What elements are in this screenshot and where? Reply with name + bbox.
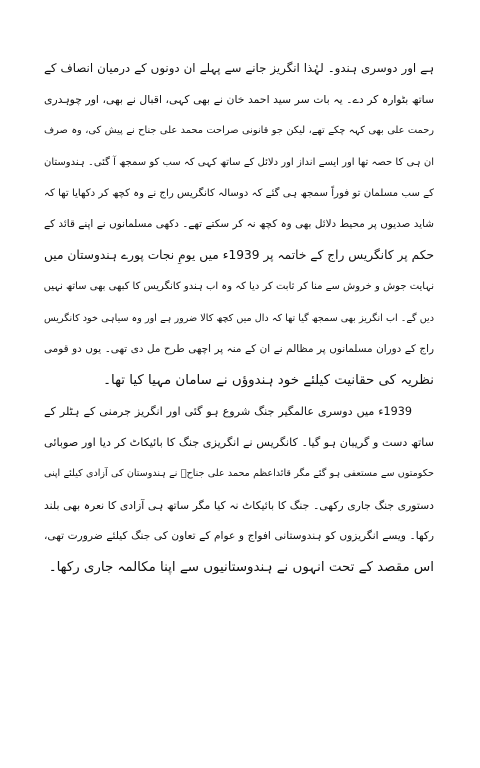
text-line: شاید صدیوں پر محیط دلائل بھی وہ کچھ نہ کر سکتے تھے۔ دکھی مسلمانوں نے اپنے قائد کے <box>44 217 434 230</box>
urdu-text-body <box>44 53 434 583</box>
text-line: راج کے دوران مسلمانوں پر مظالم نے ان کے منہ پر اچھی طرح مل دی تھی۔ یوں دو قومی <box>44 342 434 355</box>
text-line: ان ہی کا حصہ تھا اور ایسے انداز اور دلائل کے ساتھ کہی کہ سب کو سمجھ آ گئی۔ ہندوستان <box>44 156 434 168</box>
text-line: دستوری جنگ جاری رکھی۔ جنگ کا بائیکاٹ نہ کیا مگر ساتھ ہی آزادی کا نعرہ بھی بلند <box>44 498 434 512</box>
text-line: ہے اور دوسری ہندو۔ لہٰذا انگریز جانے سے پہلے ان دونوں کے درمیان انصاف کے <box>44 61 434 75</box>
text-line: حکومتوں سے مستعفی ہو گئے مگر قائداعظم محمد علی جناحؒ نے ہندوستان کی آزادی کیلئے اپنی <box>44 468 434 480</box>
text-line: ساتھ دست و گریبان ہو گیا۔ کانگریس نے انگریزی جنگ کا بائیکاٹ کر دیا اور صوبائی <box>44 436 434 450</box>
text-line: 1939ء میں دوسری عالمگیر جنگ شروع ہو گئی اور انگریز جرمنی کے ہٹلر کے <box>44 405 412 419</box>
paragraph-1 <box>44 53 434 396</box>
text-line: نظریہ کی حقانیت کیلئے خود ہندوؤں نے سامان مہیا کیا تھا۔ <box>103 372 434 388</box>
paragraph-2 <box>44 396 434 583</box>
text-line: دیں گے۔ اب انگریز بھی سمجھ گیا تھا کہ دال میں کچھ کالا ضرور ہے اور وہ سیاہی خود کانگریس <box>44 312 434 324</box>
text-line: ساتھ بٹوارہ کر دے۔ یہ بات سر سید احمد خان نے بھی کہی، اقبال نے بھی، اور چوہدری <box>44 93 434 107</box>
text-line: نہایت جوش و خروش سے منا کر ثابت کر دیا کہ وہ اب ہندو کانگریس کا کبھی بھی ساتھ نہیں <box>44 281 434 293</box>
text-line: رحمت علی بھی کہہ چکے تھے، لیکن جو قانونی صراحت محمد علی جناح نے پیش کی، وہ صرف <box>44 125 434 137</box>
text-line: اس مقصد کے تحت انہوں نے ہندوستانیوں سے اپنا مکالمہ جاری رکھا۔ <box>48 560 434 575</box>
text-line: حکم پر کانگریس راج کے خاتمہ پر 1939ء میں یومِ نجات پورے ہندوستان میں <box>44 248 434 263</box>
text-line: رکھا۔ ویسے انگریزوں کو ہندوستانی افواج و عوام کے تعاون کی جنگ کیلئے ضرورت تھی، <box>44 529 434 542</box>
text-line: کے سب مسلمان تو فوراً سمجھ ہی گئے کہ دوسالہ کانگریس راج نے وہ کچھ کر دکھایا تھا کہ <box>44 187 434 199</box>
